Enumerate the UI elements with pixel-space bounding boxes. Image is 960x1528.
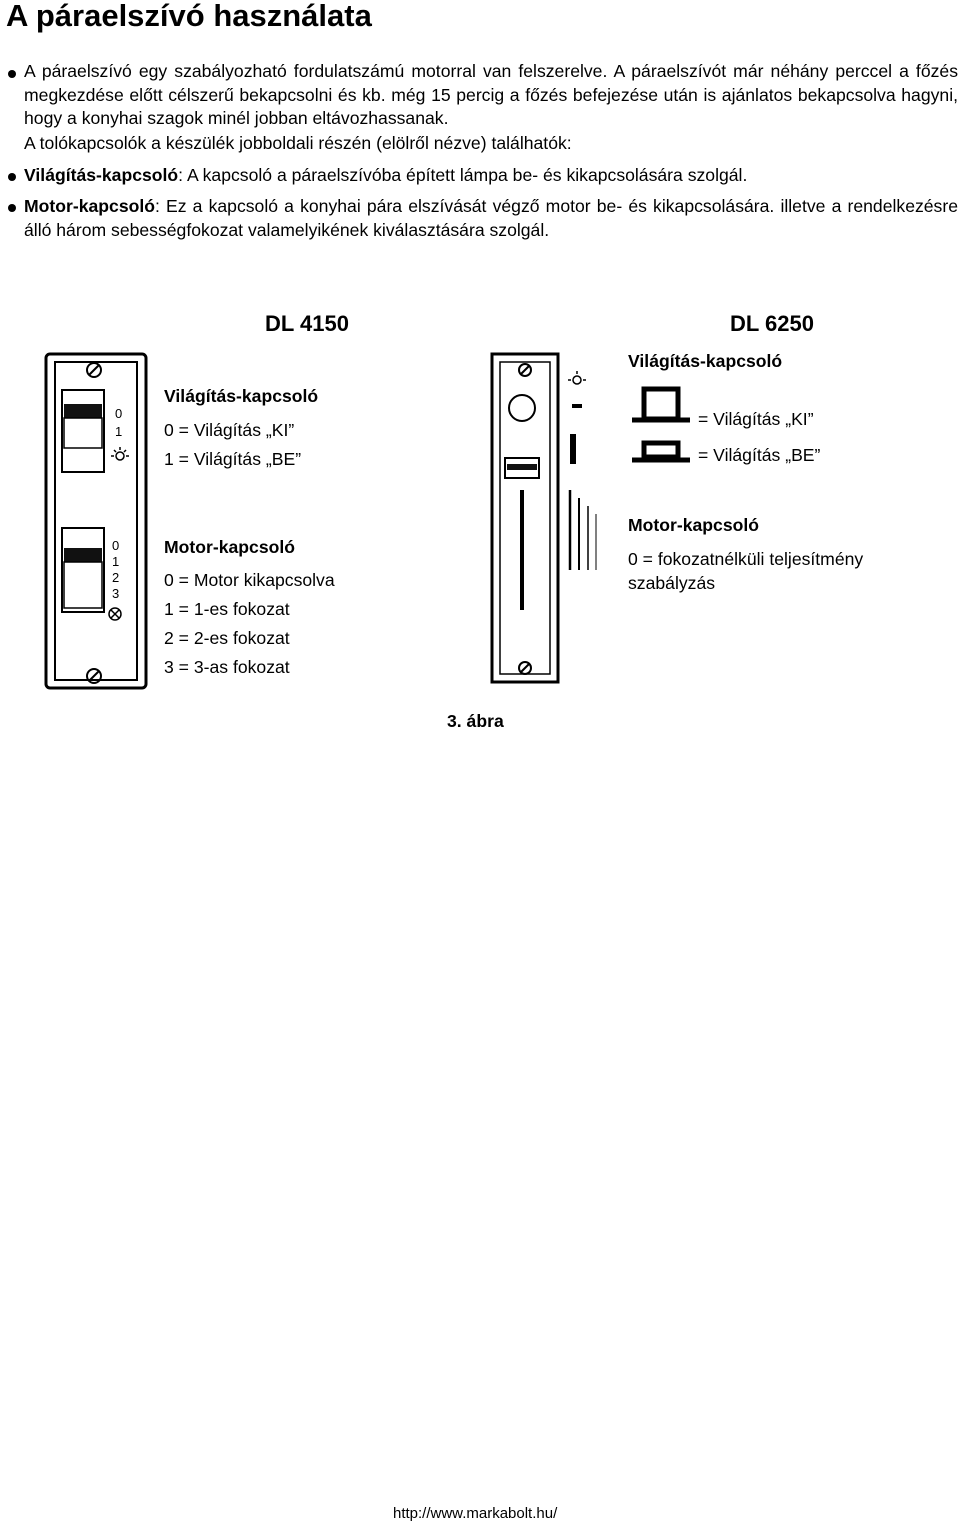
motor-mark-1: 1 xyxy=(112,554,120,569)
footer-url: http://www.markabolt.hu/ xyxy=(393,1505,558,1522)
intro-paragraph: A páraelszívó egy szabályozható fordulatszámú motorral van felszerelve. A páraelszívót már néhány perccel a főzés megkezdése előtt célszerű bekapcsolni és kb. még 15 percig a főzés befejezése után is ajánlatos bekapcsolva hagyni, hogy a konyhai szagok minél jobban eltávozhassanak. xyxy=(24,61,958,128)
dl6250-light-on: = Világítás „BE” xyxy=(698,445,821,465)
dl4150-motor-item: 2 = 2-es fokozat xyxy=(164,628,290,648)
light-switch-paragraph xyxy=(24,164,958,188)
dl4150-switch-illustration xyxy=(42,352,152,692)
dl4150-motor-heading: Motor-kapcsoló xyxy=(164,537,295,557)
dl6250-light-heading: Világítás-kapcsoló xyxy=(628,351,783,371)
motor-mark-2: 2 xyxy=(112,570,120,585)
light-mark-1: 1 xyxy=(115,424,123,439)
model-dl4150: DL 4150 xyxy=(265,311,349,336)
bullet-dot xyxy=(8,173,16,181)
lamp-icon xyxy=(568,371,586,384)
dl4150-motor-item: 1 = 1-es fokozat xyxy=(164,599,290,619)
dl6250-motor-heading: Motor-kapcsoló xyxy=(628,515,759,535)
page-title: A páraelszívó használata xyxy=(6,0,372,33)
dl4150-motor-item: 0 = Motor kikapcsolva xyxy=(164,570,335,590)
model-dl6250: DL 6250 xyxy=(730,311,814,336)
figure-caption: 3. ábra xyxy=(447,711,504,731)
light-mark-0: 0 xyxy=(115,406,123,421)
motor-switch-text: : Ez a kapcsoló a konyhai pára elszívását végző motor be- és kikapcsolására. illetve a rendelkezésre álló három sebességfokozat valamelyikének kiválasztására szolgál. xyxy=(24,196,958,240)
light-on-symbol-icon xyxy=(632,440,694,466)
motor-switch-paragraph xyxy=(24,195,958,242)
dl4150-light-item: 1 = Világítás „BE” xyxy=(164,449,302,469)
speed-bars-icon xyxy=(570,490,596,570)
dl4150-light-heading: Világítás-kapcsoló xyxy=(164,386,319,406)
dl6250-switch-illustration xyxy=(488,350,608,686)
dl4150-light-item: 0 = Világítás „KI” xyxy=(164,420,295,440)
light-off-symbol-icon xyxy=(632,384,694,426)
dl6250-light-off: = Világítás „KI” xyxy=(698,409,814,429)
motor-mark-0: 0 xyxy=(112,538,120,553)
location-paragraph: A tolókapcsolók a készülék jobboldali részén (elölről nézve) találhatók: xyxy=(24,133,572,153)
motor-switch-term: Motor-kapcsoló xyxy=(24,196,155,216)
dl6250-motor-text: 0 = fokozatnélküli teljesítmény szabályzás xyxy=(628,549,864,593)
bullet-dot xyxy=(8,204,16,212)
light-switch-text: : A kapcsoló a páraelszívóba épített lámpa be- és kikapcsolására szolgál. xyxy=(178,165,748,185)
bullet-dot xyxy=(8,70,16,78)
motor-mark-3: 3 xyxy=(112,586,120,601)
light-switch-term: Világítás-kapcsoló xyxy=(24,165,179,185)
dl4150-motor-item: 3 = 3-as fokozat xyxy=(164,657,290,677)
light-button-icon xyxy=(509,395,535,421)
